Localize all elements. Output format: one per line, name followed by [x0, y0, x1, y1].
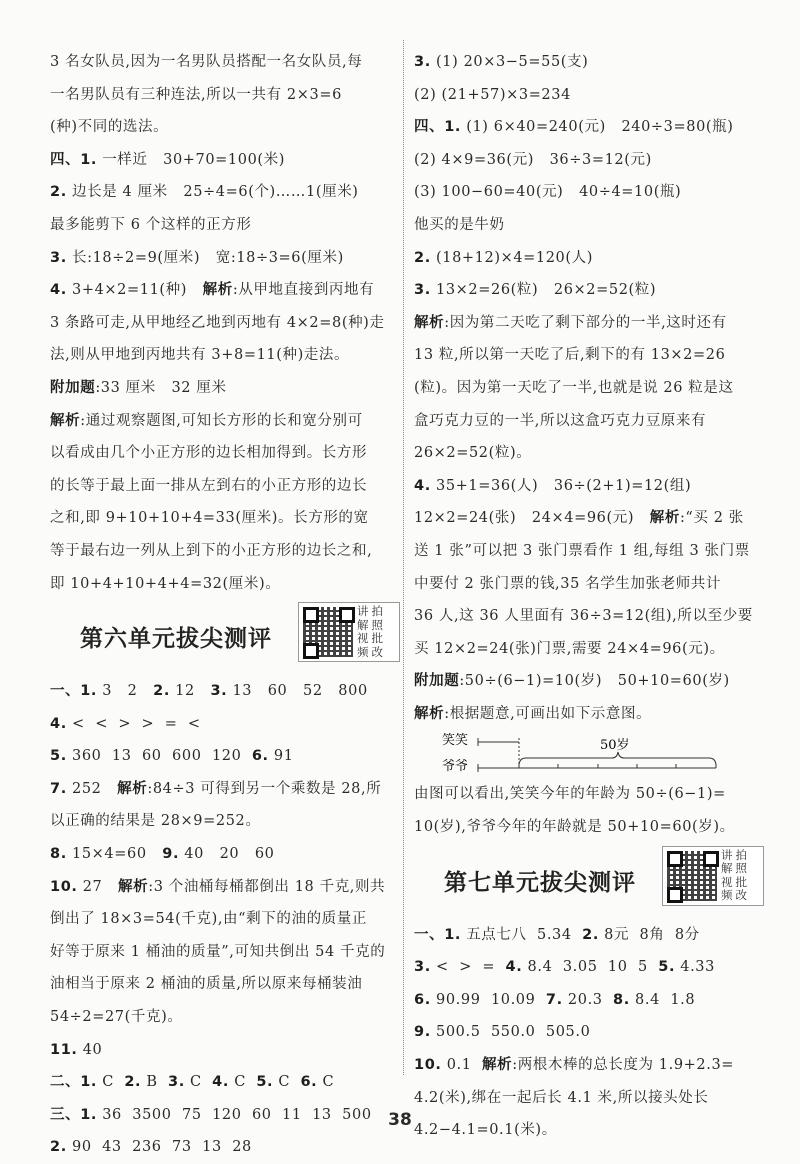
bold-label: 10.: [414, 1057, 442, 1074]
answer-text: 360 13 60 600 120: [66, 748, 252, 765]
answer-text: 35+1=36(人) 36÷(2+1)=12(组): [430, 477, 692, 494]
answer-text: 法,则从甲地到丙地共有 3+8=11(种)走法。: [50, 347, 350, 364]
answer-text: 0.1: [441, 1057, 482, 1074]
bold-label: 附加题: [414, 673, 460, 690]
answer-line: [50, 871, 400, 904]
answer-text: :因为第二天吃了剩下部分的一半,这时还有: [444, 314, 727, 331]
answer-text: C: [228, 1074, 257, 1091]
answer-text: :84÷3 可得到另一个乘数是 28,所: [147, 780, 382, 797]
answer-text: 15×4=60: [66, 846, 163, 863]
age-diagram: [414, 730, 764, 778]
answer-text: 10(岁),爷爷今年的年龄就是 50+10=60(岁)。: [414, 819, 735, 836]
bold-label: 2.: [50, 1139, 67, 1156]
answer-text: :3 个油桶每桶都倒出 18 千克,则共: [148, 878, 386, 895]
bold-label: 7.: [50, 780, 67, 797]
bold-label: 解析: [649, 510, 680, 527]
answer-line: [414, 811, 764, 844]
answer-text: 的长等于最上面一排从左到右的小正方形的边长: [50, 477, 368, 494]
qr-label-line: 解照: [721, 861, 750, 876]
answer-text: 3 名女队员,因为一名男队员搭配一名女队员,每: [50, 54, 363, 70]
bold-label: 3.: [50, 249, 67, 266]
bold-label: 4.: [50, 282, 67, 299]
page-number: 38: [388, 1110, 412, 1130]
answer-text: 由图可以看出,笑笑今年的年龄为 50÷(6−1)=: [414, 786, 726, 803]
answer-text: :两根木棒的总长度为 1.9+2.3=: [512, 1057, 735, 1074]
answer-line: [50, 274, 400, 307]
answer-line: [414, 144, 764, 177]
bold-label: 2.: [582, 926, 599, 943]
bold-label: 2.: [414, 249, 431, 266]
answer-text: 五点七八 5.34: [461, 926, 583, 943]
bold-label: 附加题: [50, 379, 96, 396]
qr-label: [721, 849, 761, 903]
answer-line: [414, 1016, 764, 1049]
answer-text: 他买的是牛奶: [414, 216, 505, 233]
answer-line: [414, 111, 764, 144]
answer-text: 中要付 2 张门票的钱,35 名学生加张老师共计: [414, 575, 722, 592]
answer-text: 13 60 52 800: [227, 683, 368, 700]
bold-label: 解析: [414, 705, 445, 722]
bold-label: 10.: [50, 878, 78, 895]
answer-line: [414, 437, 764, 470]
qr-finder-icon: [339, 607, 355, 623]
answer-line: [414, 502, 764, 535]
section-title: 第六单元拔尖测评: [80, 626, 272, 653]
qr-finder-icon: [303, 607, 319, 623]
answer-line: [414, 470, 764, 503]
bold-label: 9.: [162, 846, 180, 863]
answer-line: [414, 951, 764, 984]
answer-line: [414, 46, 764, 79]
bold-label: 8.: [50, 846, 67, 863]
answer-text: < < > > = <: [66, 715, 201, 732]
answer-line: [414, 535, 764, 568]
bold-label: 3.: [414, 54, 431, 70]
answer-text: 好等于原来 1 桶油的质量”,可知共倒出 54 千克的: [50, 943, 386, 960]
answer-text: C: [273, 1074, 301, 1091]
section-title: 第七单元拔尖测评: [444, 869, 636, 896]
answer-line: [50, 470, 400, 503]
answer-text: 27: [77, 878, 118, 895]
answer-text: (1) 20×3−5=55(支): [430, 54, 589, 70]
answer-text: (3) 100−60=40(元) 40÷4=10(瓶): [414, 184, 682, 201]
qr-label-line: 频改: [357, 644, 386, 659]
qr-code-box: [298, 602, 400, 662]
answer-line: [414, 633, 764, 666]
answer-text: (18+12)×4=120(人): [430, 249, 594, 266]
answer-line: [50, 936, 400, 969]
qr-label-line: 视批: [357, 631, 386, 646]
answer-text: 91: [268, 748, 294, 765]
answer-line: [50, 805, 400, 838]
answer-text: :50÷(6−1)=10(岁) 50+10=60(岁): [459, 673, 730, 690]
answer-line: [50, 535, 400, 568]
answer-text: 40: [77, 1041, 103, 1058]
answer-line: [50, 773, 400, 806]
answer-line: [414, 600, 764, 633]
answer-line: [50, 307, 400, 340]
answer-text: 送 1 张”可以把 3 张门票看作 1 组,每组 3 张门票: [414, 542, 750, 559]
qr-finder-icon: [667, 887, 683, 903]
answer-line: [414, 568, 764, 601]
bold-label: 二、1.: [50, 1074, 97, 1091]
answer-text: 最多能剪下 6 个这样的正方形: [50, 216, 252, 233]
answer-text: 4.2−4.1=0.1(米)。: [414, 1122, 557, 1139]
bold-label: 解析: [202, 282, 233, 299]
answer-line: [50, 1066, 400, 1099]
qr-code-box: [662, 846, 764, 906]
answer-text: 3 2: [97, 683, 154, 700]
answer-line: [50, 144, 400, 177]
answer-text: (2) 4×9=36(元) 36÷3=12(元): [414, 151, 652, 168]
left-column: [50, 46, 400, 1164]
qr-finder-icon: [703, 851, 719, 867]
answer-line: [50, 111, 400, 144]
answer-text: :根据题意,可画出如下示意图。: [444, 705, 652, 722]
bold-label: 4.: [50, 715, 67, 732]
bold-label: 4.: [505, 959, 523, 976]
answer-line: [50, 176, 400, 209]
answer-text: 36 人,这 36 人里面有 36÷3=12(组),所以至少要: [414, 608, 753, 625]
brace-label: 50岁: [600, 738, 630, 754]
bold-label: 4.: [414, 477, 431, 494]
answer-text: 90 43 236 73 13 28: [66, 1139, 252, 1156]
answer-line: [414, 307, 764, 340]
bold-label: 四、1.: [414, 119, 461, 136]
answer-text: 26×2=52(粒)。: [414, 445, 532, 462]
bold-label: 5.: [50, 748, 67, 765]
answer-line: [414, 274, 764, 307]
answer-text: 4.2(米),绑在一起后长 4.1 米,所以接头处长: [414, 1089, 709, 1106]
bold-label: 7.: [545, 991, 563, 1008]
bold-label: 3.: [414, 959, 431, 976]
answer-text: 盒巧克力豆的一半,所以这盒巧克力豆原来有: [414, 412, 707, 429]
answer-line: [50, 568, 400, 601]
bold-label: 三、1.: [50, 1106, 97, 1123]
qr-label-line: 讲拍: [721, 847, 750, 862]
answer-line: [50, 968, 400, 1001]
bold-label: 9.: [414, 1024, 431, 1041]
answer-text: 12×2=24(张) 24×4=96(元): [414, 510, 650, 527]
answer-text: B: [141, 1074, 169, 1091]
bold-label: 四、1.: [50, 151, 97, 168]
qr-label-line: 频改: [721, 888, 750, 903]
answer-text: 36 3500 75 120 60 11 13 500: [97, 1106, 372, 1123]
answer-line: [50, 1131, 400, 1164]
answer-line: [50, 903, 400, 936]
answer-text: 油相当于原来 2 桶油的质量,所以原来每桶装油: [50, 976, 363, 993]
qr-label-line: 讲拍: [357, 604, 386, 619]
answer-line: [50, 372, 400, 405]
bold-label: 6.: [251, 748, 269, 765]
column-divider: [403, 40, 404, 1075]
answer-line: [414, 405, 764, 438]
qr-finder-icon: [303, 643, 319, 659]
answer-line: [50, 675, 400, 708]
bold-label: 5.: [256, 1074, 274, 1091]
answer-line: [50, 502, 400, 535]
bold-label: 解析: [482, 1057, 513, 1074]
qr-label-line: 解照: [357, 617, 386, 632]
answer-text: C: [184, 1074, 213, 1091]
answer-text: 以看成由几个小正方形的边长相加得到。长方形: [50, 445, 368, 462]
bold-label: 一、1.: [414, 926, 461, 943]
answer-text: :通过观察题图,可知长方形的长和宽分别可: [80, 412, 363, 429]
answer-line: [414, 984, 764, 1017]
section-heading: [50, 600, 400, 675]
answer-line: [414, 698, 764, 731]
answer-line: [50, 405, 400, 438]
bold-label: 11.: [50, 1041, 78, 1058]
answer-text: 8.4 1.8: [629, 991, 696, 1008]
answer-line: [50, 209, 400, 242]
answer-text: 12: [169, 683, 211, 700]
answer-text: 40 20 60: [179, 846, 275, 863]
right-column: [414, 46, 764, 1147]
answer-line: [414, 778, 764, 811]
bold-label: 解析: [414, 314, 445, 331]
answer-text: 之和,即 9+10+10+4=33(厘米)。长方形的宽: [50, 510, 369, 527]
bold-label: 8.: [613, 991, 630, 1008]
bold-label: 3.: [168, 1074, 185, 1091]
answer-text: 500.5 550.0 505.0: [430, 1024, 591, 1041]
answer-line: [414, 242, 764, 275]
answer-line: [414, 176, 764, 209]
answer-text: 等于最右边一列从上到下的小正方形的边长之和,: [50, 542, 373, 559]
answer-line: [414, 1049, 764, 1082]
answer-line: [50, 437, 400, 470]
answer-line: [414, 665, 764, 698]
label-yeye: 爷爷: [442, 759, 469, 775]
answer-text: (粒)。因为第一天吃了一半,也就是说 26 粒是这: [414, 379, 734, 396]
bold-label: 6.: [300, 1074, 318, 1091]
answer-text: 倒出了 18×3=54(千克),由“剩下的油的质量正: [50, 911, 367, 928]
answer-line: [50, 1001, 400, 1034]
answer-line: [414, 79, 764, 112]
bold-label: 3.: [210, 683, 228, 700]
answer-text: :33 厘米 32 厘米: [95, 379, 227, 396]
bold-label: 2.: [153, 683, 170, 700]
answer-line: [414, 919, 764, 952]
bold-label: 2.: [50, 184, 67, 201]
answer-text: (种)不同的选法。: [50, 119, 169, 136]
label-xiaoxiao: 笑笑: [442, 733, 469, 749]
bold-label: 2.: [124, 1074, 142, 1091]
bold-label: 4.: [212, 1074, 229, 1091]
answer-text: 8.4 3.05 10 5: [522, 959, 659, 976]
answer-text: 3+4×2=11(种): [66, 282, 203, 299]
answer-text: 54÷2=27(千克)。: [50, 1009, 183, 1026]
bold-label: 一、1.: [50, 683, 97, 700]
answer-line: [50, 242, 400, 275]
bold-label: 3.: [414, 282, 431, 299]
answer-text: :“买 2 张: [679, 510, 744, 527]
answer-text: (1) 6×40=240(元) 240÷3=80(瓶): [461, 119, 734, 136]
brace: [519, 752, 716, 766]
qr-label-line: 视批: [721, 874, 750, 889]
answer-line: [414, 209, 764, 242]
answer-text: 13 粒,所以第一天吃了后,剩下的有 13×2=26: [414, 347, 726, 364]
answer-text: 买 12×2=24(张)门票,需要 24×4=96(元)。: [414, 640, 725, 657]
bold-label: 解析: [50, 412, 81, 429]
answer-text: 3 条路可走,从甲地经乙地到丙地有 4×2=8(种)走: [50, 314, 385, 331]
answer-text: 13×2=26(粒) 26×2=52(粒): [430, 282, 657, 299]
answer-text: 8元 8角 8分: [598, 926, 700, 943]
answer-text: 90.99 10.09: [430, 991, 546, 1008]
bold-label: 6.: [414, 991, 431, 1008]
bold-label: 解析: [118, 878, 149, 895]
answer-line: [50, 740, 400, 773]
section-heading: [414, 844, 764, 919]
qr-label: [357, 605, 397, 659]
answer-text: 252: [66, 780, 118, 797]
answer-line: [50, 708, 400, 741]
answer-text: 边长是 4 厘米 25÷4=6(个)……1(厘米): [66, 184, 359, 201]
answer-text: < > =: [430, 959, 506, 976]
answer-line: [414, 372, 764, 405]
answer-line: [50, 46, 400, 79]
answer-line: [50, 79, 400, 112]
answer-text: 一名男队员有三种连法,所以一共有 2×3=6: [50, 86, 342, 103]
answer-text: :从甲地直接到丙地有: [232, 282, 375, 299]
answer-line: [50, 838, 400, 871]
answer-text: C: [317, 1074, 335, 1091]
answer-text: 一样近 30+70=100(米): [97, 151, 286, 168]
answer-line: [50, 339, 400, 372]
qr-finder-icon: [667, 851, 683, 867]
answer-text: (2) (21+57)×3=234: [414, 86, 571, 103]
answer-line: [50, 1034, 400, 1067]
bold-label: 5.: [658, 959, 676, 976]
answer-text: 长:18÷2=9(厘米) 宽:18÷3=6(厘米): [66, 249, 344, 266]
answer-line: [414, 339, 764, 372]
answer-text: 4.33: [675, 959, 715, 976]
answer-text: 以正确的结果是 28×9=252。: [50, 813, 261, 830]
bold-label: 解析: [117, 780, 148, 797]
answer-text: C: [97, 1074, 125, 1091]
answer-text: 20.3: [562, 991, 614, 1008]
answer-text: 即 10+4+10+4+4=32(厘米)。: [50, 575, 281, 592]
